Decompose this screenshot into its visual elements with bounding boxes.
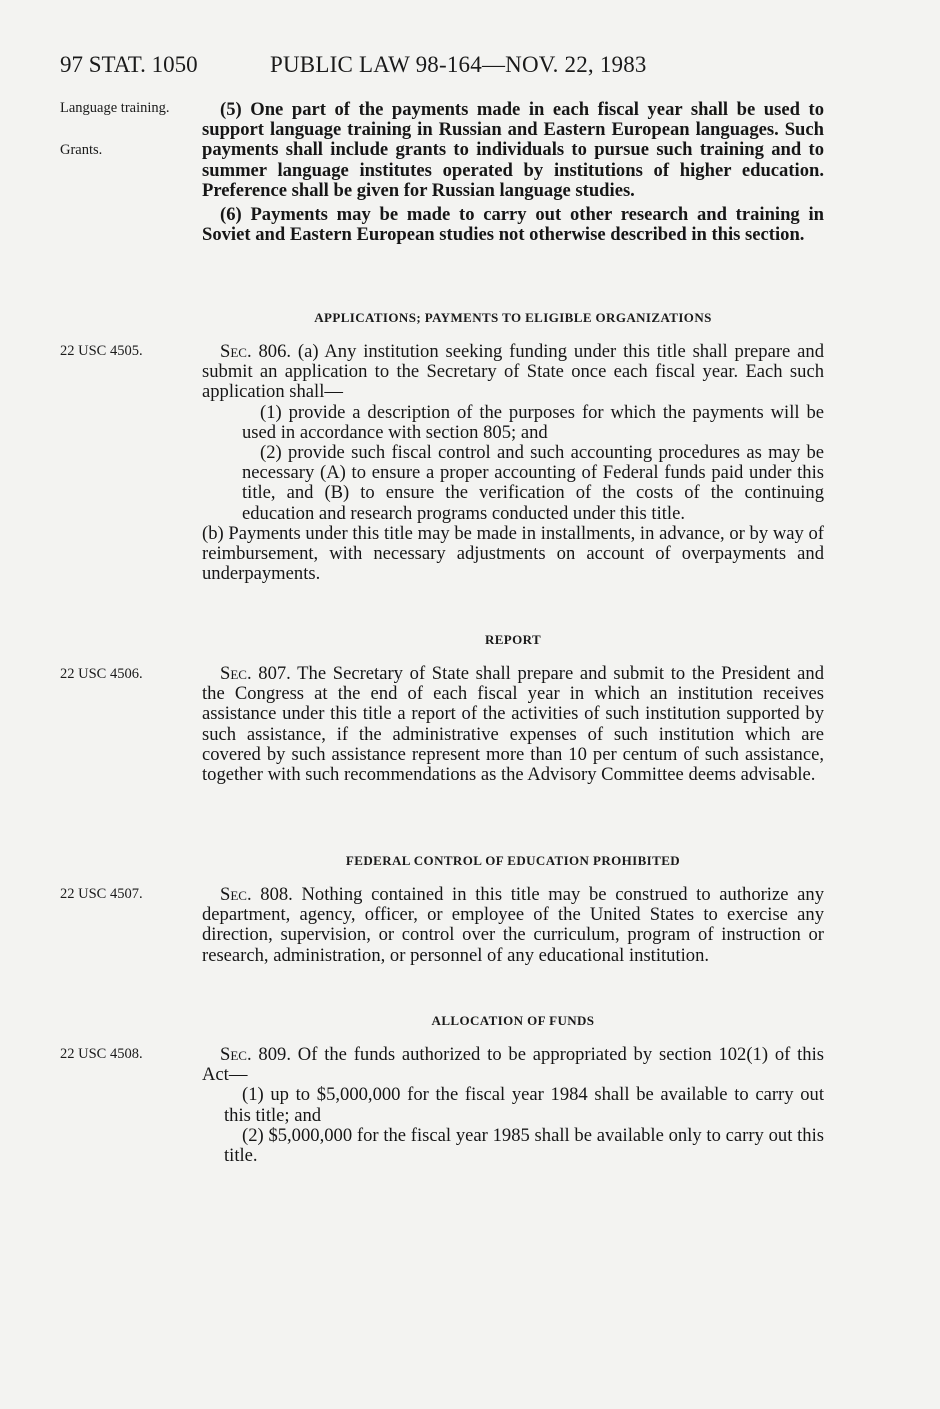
sec-809-item-2: (2) $5,000,000 for the fiscal year 1985 shall be available only to carry out this title.	[224, 1124, 824, 1167]
section-809	[202, 1045, 824, 1166]
sec-806-a-text: 806. (a) Any institution seeking funding under this title shall prepare and submit an application to the Secretary of State once each fiscal year. Each such application shall—	[202, 341, 824, 403]
section-805-continuation	[202, 100, 824, 245]
sec-809-item-1: (1) up to $5,000,000 for the fiscal year 1984 shall be available to carry out this title; and	[224, 1084, 824, 1126]
section-807	[202, 664, 824, 785]
heading-federal-control: FEDERAL CONTROL OF EDUCATION PROHIBITED	[345, 853, 681, 868]
sec-806-a	[202, 342, 824, 403]
paragraph-6: (6) Payments may be made to carry out other research and training in Soviet and Eastern European studies not otherwise described in this section.	[202, 204, 824, 246]
margin-note-usc-4506: 22 USC 4506.	[60, 666, 143, 682]
sec-808-text: 808. Nothing contained in this title may be construed to authorize any department, agency, officer, or employee of the United States to exercise any direction, supervision, or control over the curriculum, program of instruction or research, administration, or personnel of any educational institution.	[202, 884, 824, 966]
sec-806-b: (b) Payments under this title may be made in installments, in advance, or by way of reimbursement, with necessary adjustments on account of overpayments and underpayments.	[202, 522, 824, 585]
sec-809-label: Sec.	[220, 1044, 252, 1065]
sec-807-label: Sec.	[220, 663, 252, 684]
sec-806-item-2: (2) provide such fiscal control and such accounting procedures as may be necessary (A) to ensure a proper accounting of Federal funds paid under this title, and (B) to ensure the verification of the costs of the continuing education and research programs conducted under this title.	[242, 442, 824, 524]
sec-809-text-block	[202, 1045, 824, 1085]
stat-page-number: 97 STAT. 1050	[60, 52, 198, 77]
sec-806-label: Sec.	[220, 341, 252, 362]
sec-806-item-1: (1) provide a description of the purposes for which the payments will be used in accordance with section 805; and	[242, 401, 824, 443]
section-808	[202, 885, 824, 966]
sec-808-text-block	[202, 885, 824, 966]
margin-note-usc-4508: 22 USC 4508.	[60, 1046, 143, 1062]
sec-808-label: Sec.	[220, 884, 252, 905]
margin-note-usc-4507: 22 USC 4507.	[60, 886, 143, 902]
margin-note-grants: Grants.	[60, 142, 103, 158]
heading-allocation: ALLOCATION OF FUNDS	[431, 1013, 595, 1028]
sec-807-text-block	[202, 664, 824, 785]
heading-applications: APPLICATIONS; PAYMENTS TO ELIGIBLE ORGANIZATIONS	[314, 310, 712, 325]
margin-note-usc-4505: 22 USC 4505.	[60, 343, 143, 359]
heading-report: REPORT	[484, 632, 542, 647]
margin-note-language-training: Language training.	[60, 100, 170, 116]
sec-807-text: 807. The Secretary of State shall prepare and submit to the President and the Congress at the end of each fiscal year in which an institution receives assistance under this title a report of the activities of such institution supported by such assistance, if the administrative expenses of such institution which are covered by such assistance represent more than 10 per centum of such assistance, together with such recommendations as the Advisory Committee deems advisable.	[202, 663, 824, 786]
paragraph-5: (5) One part of the payments made in each fiscal year shall be used to support language training in Russian and Eastern European languages. Such payments shall include grants to individuals to pursue such training and to summer language institutes operated by institutions of higher education. Preference shall be given for Russian language studies.	[202, 99, 824, 201]
sec-809-text: 809. Of the funds authorized to be appropriated by section 102(1) of this Act—	[202, 1044, 824, 1086]
section-806	[202, 342, 824, 584]
page-title: PUBLIC LAW 98-164—NOV. 22, 1983	[270, 52, 647, 77]
